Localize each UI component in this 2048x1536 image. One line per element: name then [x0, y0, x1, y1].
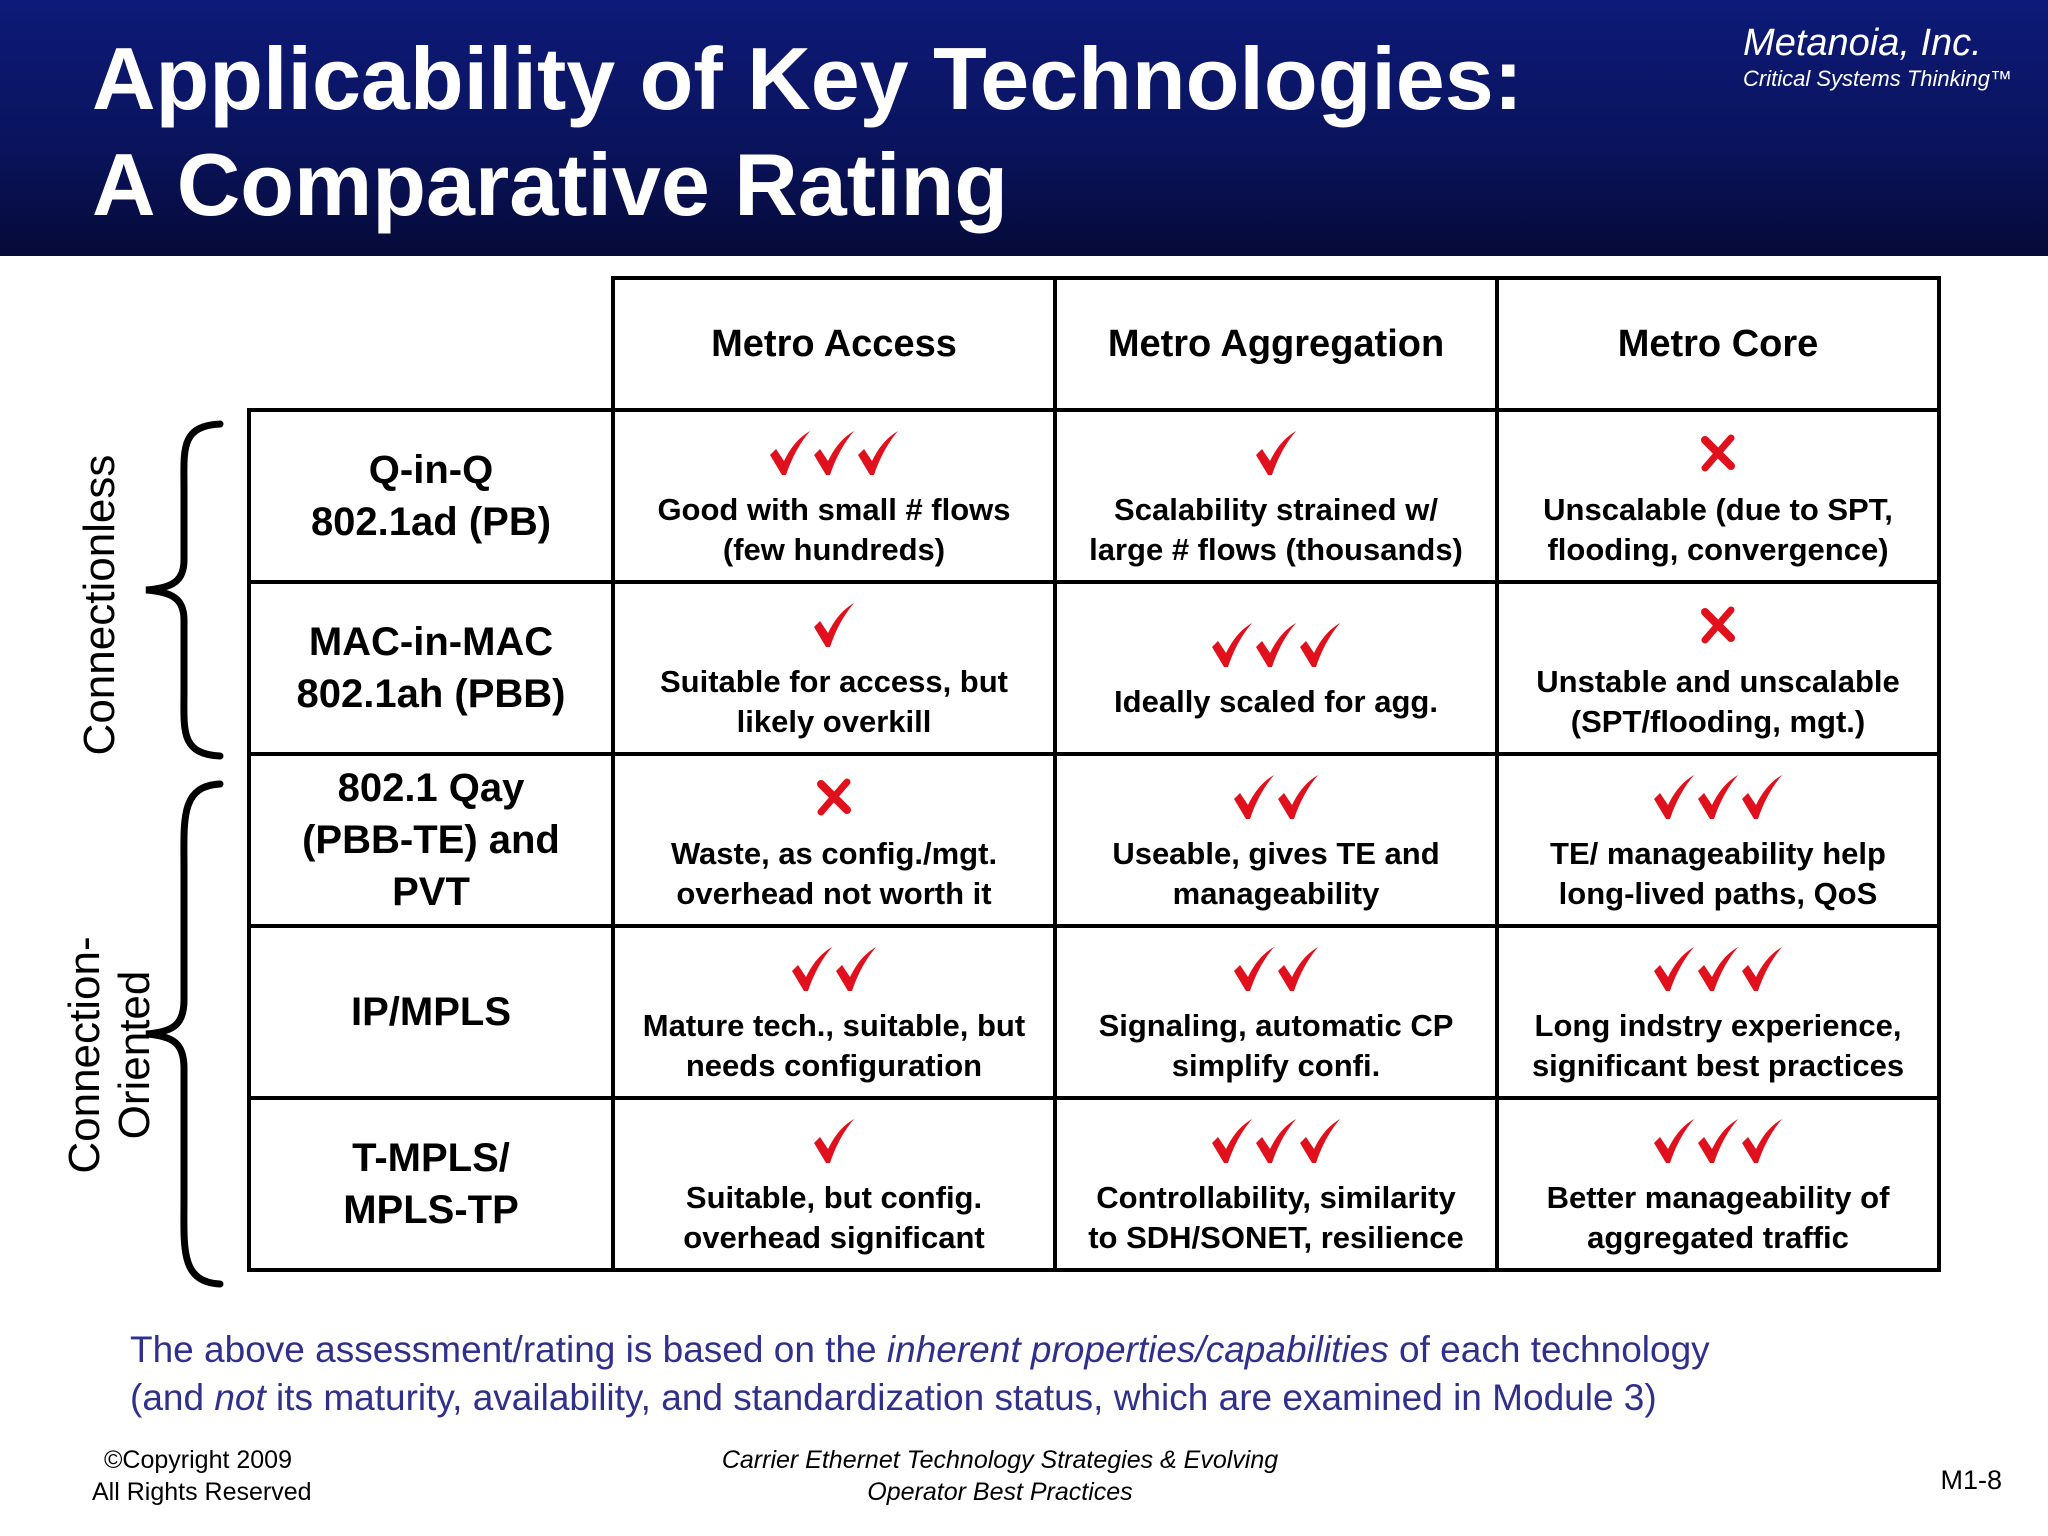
rating-cell [613, 926, 1055, 1098]
copyright-text: ©Copyright 2009 [104, 1446, 292, 1474]
row-header-line: (PBB-TE) and [302, 818, 560, 862]
description-line: Good with small # flows [657, 492, 1011, 527]
rating-marks [615, 594, 1053, 656]
description-line: needs configuration [685, 1048, 983, 1083]
rating-cell [1055, 582, 1497, 754]
company-name: Metanoia, Inc. [1743, 22, 1982, 64]
rating-marks [1057, 766, 1495, 828]
description-line: to SDH/SONET, resilience [1088, 1220, 1464, 1255]
note-text: its maturity, availability, and standardization status, which are examined in Module 3) [265, 1377, 1657, 1418]
checkmark-icon [1210, 621, 1254, 669]
rating-cell [1497, 1098, 1939, 1270]
rating-description [1057, 834, 1495, 914]
description-line: Unscalable (due to SPT, [1543, 492, 1893, 527]
rating-cell [1055, 410, 1497, 582]
description-line: (SPT/flooding, mgt.) [1570, 704, 1866, 739]
description-line: manageability [1172, 876, 1380, 911]
checkmark-icon [834, 945, 878, 993]
rating-marks [1499, 1110, 1937, 1172]
checkmark-icon [1740, 1117, 1784, 1165]
corner-blank [249, 278, 613, 410]
rating-cell [1497, 754, 1939, 926]
row-header-line: 802.1ah (PBB) [296, 672, 566, 716]
description-line: simplify confi. [1171, 1048, 1381, 1083]
checkmark-icon [812, 429, 856, 477]
description-line: Long indstry experience, [1534, 1008, 1902, 1043]
brace-connectionless [140, 420, 230, 760]
description-line: Better manageability of [1546, 1180, 1890, 1215]
row-header-line: PVT [392, 870, 470, 914]
x-mark-icon [1699, 434, 1737, 472]
row-header-line: MAC-in-MAC [308, 620, 554, 664]
rating-cell [613, 754, 1055, 926]
rating-marks [1499, 766, 1937, 828]
rating-description [615, 1178, 1053, 1258]
connectionless-text: Connectionless [75, 454, 124, 756]
row-header-line: 802.1ad (PB) [310, 500, 552, 544]
page-number: M1-8 [1940, 1465, 2002, 1495]
rating-marks [1499, 938, 1937, 1000]
table-row [249, 754, 1939, 926]
rating-cell [1055, 1098, 1497, 1270]
row-header-line: 802.1 Qay [337, 766, 525, 810]
rating-description [1499, 490, 1937, 570]
course-title [600, 1444, 1400, 1508]
column-header-metro-core: Metro Core [1497, 278, 1939, 410]
checkmark-icon [1652, 1117, 1696, 1165]
description-line: likely overkill [736, 704, 932, 739]
description-line: aggregated traffic [1587, 1220, 1849, 1255]
checkmark-icon [1232, 773, 1276, 821]
note-line-2 [130, 1374, 1970, 1422]
table-body [249, 410, 1939, 1270]
company-logo-text [1743, 20, 2012, 92]
description-line: large # flows (thousands) [1089, 532, 1463, 567]
description-line: flooding, convergence) [1547, 532, 1889, 567]
connection-oriented-line-2: Oriented [110, 970, 159, 1140]
rating-cell [613, 582, 1055, 754]
note-text: (and [130, 1377, 215, 1418]
checkmark-icon [1254, 621, 1298, 669]
checkmark-icon [1298, 621, 1342, 669]
company-tagline: Critical Systems Thinking™ [1743, 66, 2012, 91]
slide-title [92, 26, 1692, 238]
checkmark-icon [1298, 1117, 1342, 1165]
note-text: of each technology [1388, 1329, 1710, 1370]
description-line: long-lived paths, QoS [1558, 876, 1878, 911]
checkmark-icon [812, 1117, 856, 1165]
copyright-block [92, 1444, 312, 1508]
rating-marks [615, 1110, 1053, 1172]
rating-cell [1055, 926, 1497, 1098]
description-line: Mature tech., suitable, but [642, 1008, 1026, 1043]
checkmark-icon [1652, 773, 1696, 821]
rating-marks [615, 938, 1053, 1000]
rating-description [1499, 1006, 1937, 1086]
rating-marks [1057, 614, 1495, 676]
checkmark-icon [1696, 1117, 1740, 1165]
rating-marks [1499, 422, 1937, 484]
rating-description [1057, 1006, 1495, 1086]
row-header-line: IP/MPLS [350, 990, 512, 1034]
rating-marks [1057, 1110, 1495, 1172]
rating-description [1499, 662, 1937, 742]
checkmark-icon [1276, 773, 1320, 821]
description-line: Useable, gives TE and [1112, 836, 1440, 871]
title-line-1: Applicability of Key Technologies: [92, 29, 1523, 128]
rating-cell [1497, 582, 1939, 754]
description-line: significant best practices [1531, 1048, 1905, 1083]
checkmark-icon [856, 429, 900, 477]
rating-description [1057, 490, 1495, 570]
checkmark-icon [812, 601, 856, 649]
course-line-1: Carrier Ethernet Technology Strategies & Evolving [721, 1446, 1279, 1474]
row-header [249, 582, 613, 754]
x-mark-icon [815, 778, 853, 816]
checkmark-icon [1232, 945, 1276, 993]
description-line: Controllability, similarity [1096, 1180, 1456, 1215]
rating-table [247, 276, 1941, 1272]
description-line: (few hundreds) [722, 532, 946, 567]
description-line: Suitable for access, but [660, 664, 1008, 699]
note-emphasis: not [214, 1377, 266, 1418]
title-banner [0, 0, 2048, 256]
rating-marks [615, 422, 1053, 484]
connection-oriented-line-1: Connection- [60, 936, 109, 1174]
header-row [249, 278, 1939, 410]
rating-marks [1057, 422, 1495, 484]
rating-description [1499, 1178, 1937, 1258]
column-header-metro-aggregation: Metro Aggregation [1055, 278, 1497, 410]
row-header [249, 754, 613, 926]
row-header-line: T-MPLS/ [352, 1136, 510, 1180]
note-text: The above assessment/rating is based on the [130, 1329, 887, 1370]
row-header-line: MPLS-TP [343, 1188, 519, 1232]
checkmark-icon [1652, 945, 1696, 993]
brace-connection-oriented [140, 780, 230, 1288]
rating-cell [1497, 926, 1939, 1098]
rating-description [615, 1006, 1053, 1086]
rating-cell [1055, 754, 1497, 926]
description-line: Scalability strained w/ [1114, 492, 1438, 527]
course-line-2: Operator Best Practices [867, 1478, 1133, 1506]
rating-description [615, 834, 1053, 914]
description-line: Waste, as config./mgt. [670, 836, 998, 871]
rating-description [615, 662, 1053, 742]
note-line-1 [130, 1326, 1970, 1374]
rating-marks [615, 766, 1053, 828]
checkmark-icon [1254, 429, 1298, 477]
description-line: Signaling, automatic CP [1098, 1008, 1454, 1043]
checkmark-icon [768, 429, 812, 477]
checkmark-icon [1276, 945, 1320, 993]
row-header [249, 926, 613, 1098]
checkmark-icon [1740, 773, 1784, 821]
rating-marks [1057, 938, 1495, 1000]
row-header-line: Q-in-Q [368, 448, 494, 492]
rating-marks [1499, 594, 1937, 656]
description-line: overhead not worth it [676, 876, 992, 911]
table-row [249, 582, 1939, 754]
checkmark-icon [790, 945, 834, 993]
x-mark-icon [1699, 606, 1737, 644]
description-line: Ideally scaled for agg. [1114, 684, 1438, 719]
note-emphasis: inherent properties/capabilities [886, 1329, 1389, 1370]
description-line: Suitable, but config. [685, 1180, 983, 1215]
table-row [249, 1098, 1939, 1270]
rights-text: All Rights Reserved [92, 1478, 312, 1506]
description-line: TE/ manageability help [1550, 836, 1886, 871]
title-line-2: A Comparative Rating [92, 135, 1009, 234]
assessment-note [130, 1326, 1970, 1422]
rating-description [1499, 834, 1937, 914]
checkmark-icon [1254, 1117, 1298, 1165]
column-header-metro-access: Metro Access [613, 278, 1055, 410]
checkmark-icon [1740, 945, 1784, 993]
rating-cell [1497, 410, 1939, 582]
row-header [249, 410, 613, 582]
rating-description [615, 490, 1053, 570]
table-row [249, 926, 1939, 1098]
description-line: Unstable and unscalable [1536, 664, 1900, 699]
checkmark-icon [1696, 773, 1740, 821]
checkmark-icon [1210, 1117, 1254, 1165]
group-label-connectionless [75, 445, 125, 765]
row-header [249, 1098, 613, 1270]
rating-description [1057, 1178, 1495, 1258]
rating-cell [613, 1098, 1055, 1270]
rating-description [1057, 682, 1495, 722]
rating-cell [613, 410, 1055, 582]
checkmark-icon [1696, 945, 1740, 993]
description-line: overhead significant [683, 1220, 985, 1255]
table-row [249, 410, 1939, 582]
